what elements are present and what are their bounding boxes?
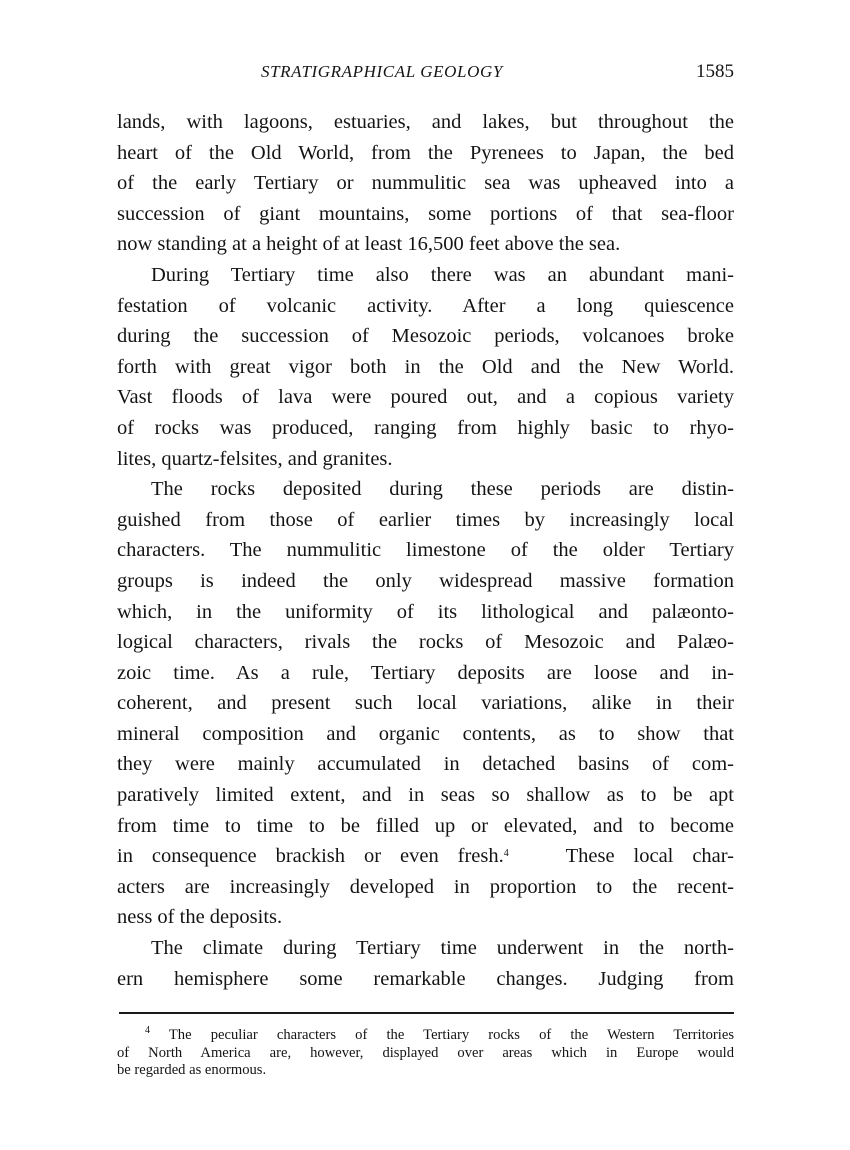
paragraph bbox=[117, 474, 734, 933]
text-line: lands, with lagoons, estuaries, and lakes, but throughout the bbox=[117, 111, 734, 133]
text-line: paratively limited extent, and in seas so shallow as to be apt bbox=[117, 784, 734, 807]
text-line: characters. The nummulitic limestone of the older Tertiary bbox=[117, 539, 734, 562]
text-line: The climate during Tertiary time underwent in the north- bbox=[151, 937, 734, 960]
footnote-marker: 4 bbox=[145, 1025, 150, 1036]
text-line: ern hemisphere some remarkable changes. Judging from bbox=[117, 967, 734, 990]
text-line: groups is indeed the only widespread massive formation bbox=[117, 569, 734, 592]
text-line: coherent, and present such local variations, alike in their bbox=[117, 692, 734, 715]
text-line-with-footnote bbox=[117, 841, 734, 872]
footnote-line bbox=[117, 1027, 734, 1045]
footnote-reference[interactable]: 4 bbox=[503, 848, 509, 860]
footnote-line: of North America are, however, displayed over areas which in Europe would bbox=[117, 1044, 734, 1061]
text-segment: in consequence brackish or even fresh. bbox=[117, 845, 504, 868]
running-title: STRATIGRAPHICAL GEOLOGY bbox=[261, 62, 503, 81]
footnotes bbox=[117, 1027, 734, 1080]
text-line: of the early Tertiary or nummulitic sea was upheaved into a bbox=[117, 172, 734, 195]
footnote-text: The peculiar characters of the Tertiary rocks of the Western Territories bbox=[168, 1027, 734, 1043]
footnote-line: be regarded as enormous. bbox=[117, 1062, 267, 1078]
page-number: 1585 bbox=[696, 61, 734, 82]
text-line: guished from those of earlier times by increasingly local bbox=[117, 508, 734, 531]
text-line: festation of volcanic activity. After a long quiescence bbox=[117, 294, 734, 317]
text-line: from time to time to be filled up or elevated, and to become bbox=[117, 814, 734, 837]
running-head bbox=[117, 62, 734, 90]
text-segment: These local char- bbox=[565, 845, 735, 868]
text-line: during the succession of Mesozoic periods, volcanoes broke bbox=[117, 325, 734, 348]
paragraph bbox=[117, 260, 734, 474]
text-line: Vast floods of lava were poured out, and a copious variety bbox=[117, 386, 734, 409]
footnote bbox=[117, 1027, 734, 1080]
paragraph bbox=[117, 107, 734, 260]
text-line: acters are increasingly developed in proportion to the recent- bbox=[117, 875, 734, 898]
text-line: they were mainly accumulated in detached basins of com- bbox=[117, 753, 734, 776]
text-line: now standing at a height of at least 16,500 feet above the sea. bbox=[117, 233, 621, 256]
text-line: of rocks was produced, ranging from highly basic to rhyo- bbox=[117, 416, 734, 439]
text-line: mineral composition and organic contents, as to show that bbox=[117, 722, 734, 745]
text-line: lites, quartz-felsites, and granites. bbox=[117, 447, 393, 470]
paragraph bbox=[117, 933, 734, 994]
text-line: During Tertiary time also there was an abundant mani- bbox=[151, 263, 734, 286]
text-line: succession of giant mountains, some portions of that sea-floor bbox=[117, 202, 734, 225]
text-line: heart of the Old World, from the Pyrenees to Japan, the bed bbox=[117, 141, 734, 164]
text-line: The rocks deposited during these periods are distin- bbox=[151, 478, 734, 501]
footnote-divider bbox=[119, 1012, 734, 1014]
text-line: which, in the uniformity of its lithological and palæonto- bbox=[117, 600, 734, 623]
body-text bbox=[117, 107, 734, 994]
text-line: ness of the deposits. bbox=[117, 906, 283, 929]
text-line: zoic time. As a rule, Tertiary deposits are loose and in- bbox=[117, 661, 734, 684]
text-line: logical characters, rivals the rocks of Mesozoic and Palæo- bbox=[117, 631, 734, 654]
text-line: forth with great vigor both in the Old and the New World. bbox=[117, 355, 734, 378]
